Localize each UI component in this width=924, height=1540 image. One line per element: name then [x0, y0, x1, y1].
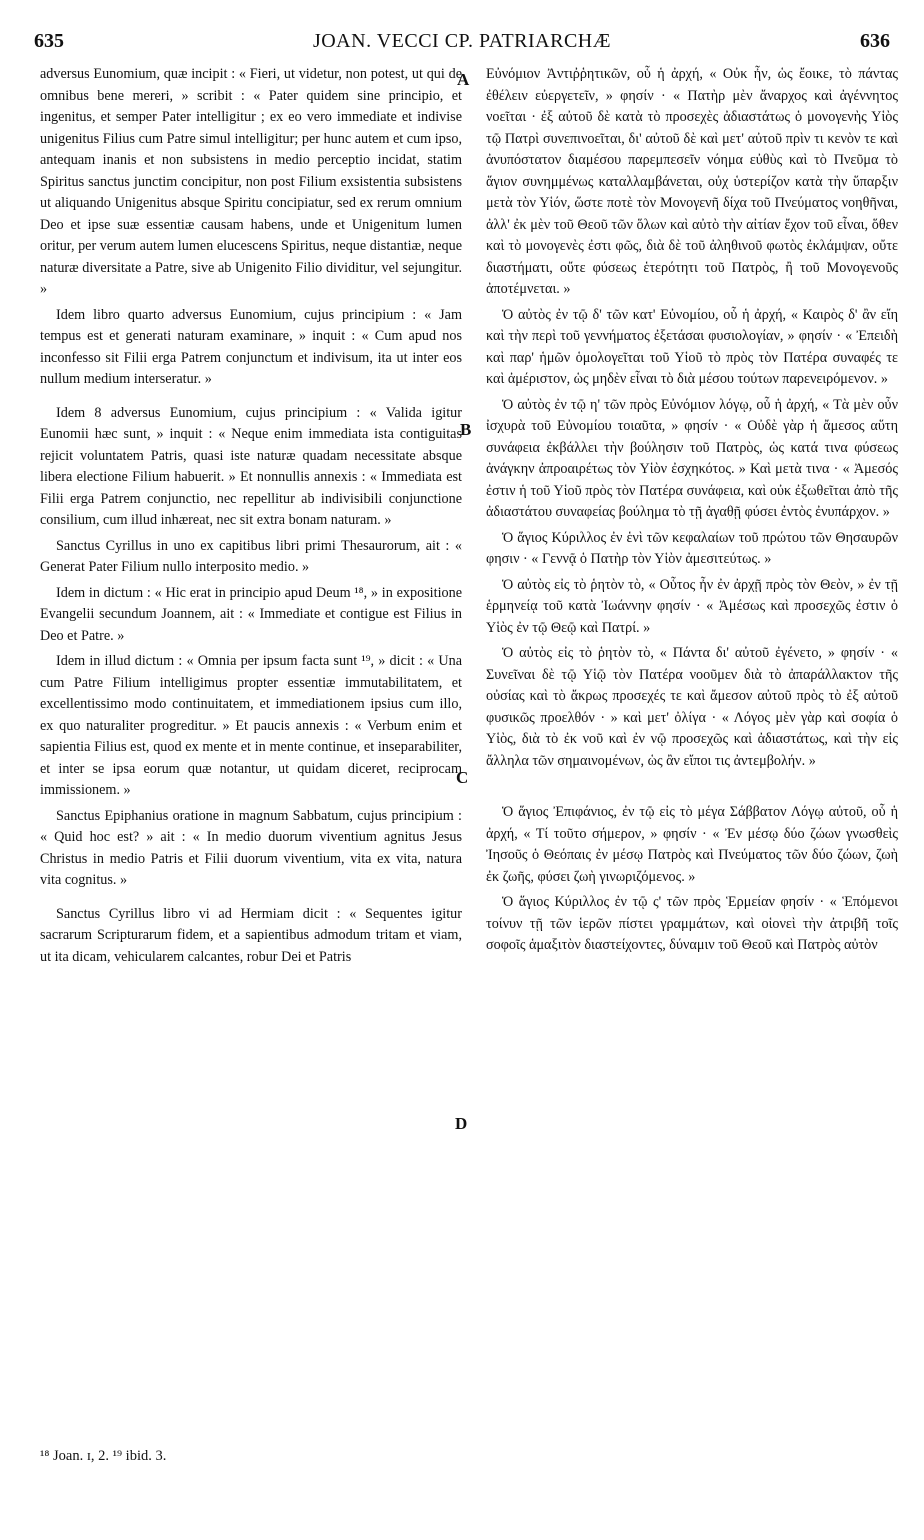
page-header	[34, 30, 890, 58]
latin-paragraph: adversus Eunomium, quæ incipit : « Fieri, ut videtur, non potest, ut qui de omnibus bene mereri, » scribit : « Pater quidem sine principio, et ingenitus, et semper Pater intelligitur ; ex eo vero immediate et indivise unigenitus Filius cum Patre simul intelligitur; per hunc autem et cum ipso, antequam inanis et non subsistens in medio perceptio incidat, statim Spiritus sanctus junctim concipitur, non post Filium exsistentia subsistens ut aliquando Unigenitus absque Spiritu concipiatur, sed ex rerum omnium Deo et ipse suæ essentiæ causam habens, unde et Unigenitum lumen oritur, per verum autem lumen elucescens Spiritus, neque distantiæ, neque naturæ diversitate a Patre, sive ab Unigenito Filio dividitur, vel sejungitur. »	[40, 66, 462, 297]
latin-paragraph: Idem libro quarto adversus Eunomium, cujus principium : « Jam tempus est et generati naturam examinare, » inquit : « Cum apud nos inconfesso sit Filii erga Patrem conjunctum et indivisum, ita ut inter eos nullum medium interseratur. »	[40, 306, 462, 387]
section-marker-d: D	[455, 1114, 468, 1133]
section-marker-a: A	[457, 70, 470, 89]
latin-paragraph: Idem in dictum : « Hic erat in principio apud Deum ¹⁸, » in expositione Evangelii secundum Joannem, ait : « Immediate et contigue est Filius in Deo et Patre. »	[40, 584, 462, 644]
latin-paragraph: Idem in illud dictum : « Omnia per ipsum facta sunt ¹⁹, » dicit : « Una cum Patre Filium intelligimus propter essentiæ immutabilitatem, et excellentissimo modo continuitatem, et immediationem ipsius cum illo, ex quo naturaliter progreditur. » Et paucis annexis : « Verbum enim et sapientia Filius est, quod ex mente et in mente continue, et inseparabiliter, et inter se ipsa eorum quæ notantur, ut quidam diceret, reciprocam immissionem. »	[40, 653, 462, 798]
greek-paragraph: Εὐνόμιον Ἀντιῤῥητικῶν, οὗ ἡ ἀρχή, « Οὐκ ἦν, ὡς ἔοικε, τὸ πάντας ἐθέλειν εὐεργετεῖν, » φησίν · « Πατὴρ μὲν ἄναρχος καὶ ἀγέννητος νοεῖται · ἐξ αὐτοῦ δὲ κατὰ τὸ προσεχὲς ἀδιαστάτως ὁ μονογενὴς Υἱὸς τῷ Πατρὶ συνεπινοεῖται, δι' αὐτοῦ δὲ καὶ μετ' αὐτοῦ πρὶν τι κενὸν τε καὶ ἀνυπόστατον διαμέσου παρεμπεσεῖν νόημα εὐθὺς καὶ τὸ Πνεῦμα τὸ ἅγιον συνημμένως καταλλαμβάνεται, οὐχ ὑστερίζον κατὰ τὴν ὕπαρξιν μετὰ τὸν Υἱόν, ὥστε ποτὲ τὸν Μονογενῆ δίχα τοῦ Πνεύματος νοηθῆναι, ἀλλ' ἐκ μὲν τοῦ Θεοῦ τῶν ὅλων καὶ αὐτὸ τὴν αἰτίαν ἔχον τοῦ εἶναι, ὅθεν καὶ τὸ μονογενὲς ἐστι φῶς, διὰ δὲ τοῦ ἀληθινοῦ φωτὸς ἐκλάμψαν, οὔτε διαστήματι, οὔτε φύσεως ἑτερότητι τοῦ Πατρὸς, ἢ τοῦ Μονογενοῦς ἀποτέμνεται. »	[486, 66, 898, 297]
greek-paragraph: Ὁ ἅγιος Κύριλλος ἐν ἑνὶ τῶν κεφαλαίων τοῦ πρώτου τῶν Θησαυρῶν φησιν · « Γεννᾷ ὁ Πατὴρ τὸν Υἱὸν ἀμεσιτεύτως. »	[486, 529, 898, 567]
latin-paragraph: Idem 8 adversus Eunomium, cujus principium : « Valida igitur Eunomii hæc sunt, » inquit : « Neque enim immediata ista contiguitas rejicit voluntatem Patris, quasi iste naturæ quadam necessitate absque libera electione Filium habuerit. » Et nonnullis annexis : « Immediata est Filii erga Patrem conjunctio, nec repellitur ab indivisibili conjunctione consilium, cum illud inhæreat, nec sit extra bonam naturam. »	[40, 404, 462, 528]
greek-paragraph: Ὁ ἅγιος Ἐπιφάνιος, ἐν τῷ εἰς τὸ μέγα Σάββατον Λόγῳ αὐτοῦ, οὗ ἡ ἀρχή, « Τί τοῦτο σήμερον, » φησίν · « Ἐν μέσῳ δύο ζώων γνωσθεὶς Ἰησοῦς ὁ Θεόπαις ἐν μέσῳ Πατρὸς καὶ Πνεύματος τῶν δύο ζώων, ζωὴ ἐκ ζωῆς, φύσει ζωὴ γινωριζόμενος. »	[486, 804, 898, 885]
greek-paragraph: Ὁ ἅγιος Κύριλλος ἐν τῷ ς' τῶν πρὸς Ἑρμείαν φησίν · « Ἑπόμενοι τοίνυν τῇ τῶν ἱερῶν πίστει γραμμάτων, καὶ οἱονεὶ τὴν ἀτριβῆ τοῖς σοφοῖς ἁμαξιτὸν διαστείχοντες, δύναμιν τοῦ Θεοῦ καὶ Πατρὸς αὐτὸν	[486, 894, 898, 953]
greek-paragraph: Ὁ αὐτὸς εἰς τὸ ῥητὸν τὸ, « Οὗτος ἦν ἐν ἀρχῇ πρὸς τὸν Θεὸν, » ἐν τῇ ἑρμηνείᾳ τοῦ κατὰ Ἰωάννην φησίν · « Ἀμέσως καὶ προσεχῶς ἐστιν ὁ Υἱὸς ἐν τῷ Θεῷ καὶ Πατρί. »	[486, 576, 898, 636]
running-title: JOAN. VECCI CP. PATRIARCHÆ	[312, 30, 612, 52]
greek-paragraph: Ὁ αὐτὸς ἐν τῷ δ' τῶν κατ' Εὐνομίου, οὗ ἡ ἀρχή, « Καιρὸς δ' ἂν εἴη καὶ τὴν περὶ τοῦ γεννήματος ἐξετάσαι φυσιολογίαν, » φησίν · « Ἐπειδὴ καὶ παρ' ἡμῶν ὁμολογεῖται τοῦ Υἱοῦ τὸ πρὸς τὸν Πατέρα συναφές τε καὶ ἀμέριστον, ὡς μηδὲν εἶναι τὸ διὰ μέσου τούτων παρενειρόμενον. »	[486, 306, 898, 387]
latin-paragraph: Sanctus Cyrillus libro vi ad Hermiam dicit : « Sequentes igitur sacrarum Scripturarum fidem, et a sapientibus admodum tritam et viam, ut ita dicam, vehicularem calcantes, robur Dei et Patris	[40, 905, 462, 965]
section-marker-c: C	[456, 768, 469, 787]
greek-paragraph: Ὁ αὐτὸς εἰς τὸ ῥητὸν τὸ, « Πάντα δι' αὐτοῦ ἐγένετο, » φησίν · « Συνεῖναι δὲ τῷ Υἱῷ τὸν Πατέρα νοοῦμεν διὰ τὸ ἀπαράλλακτον τῆς οὐσίας καὶ τὸ ἄκρως προσεχές τε καὶ ἄμεσον αὐτοῦ πρὸς τὸ ἐξ αὐτοῦ φυσικῶς προελθόν · » καὶ μετ' ὀλίγα · « Λόγος μὲν γὰρ καὶ σοφία ὁ Υἱὸς, διὰ τὸ ἐκ νοῦ καὶ ἐν νῷ προσεχῶς καὶ ἀδιαστάτως, καὶ τὴν εἰς ἄλληλα τῶν σημαινομένων, ὡς ἂν εἴποι τις ἀντεμβολήν. »	[486, 645, 898, 769]
greek-column	[486, 64, 898, 961]
page-number-right: 636	[860, 30, 890, 52]
latin-paragraph: Sanctus Epiphanius oratione in magnum Sabbatum, cujus principium : « Quid hoc est? » ait : « In medio duorum viventium agnitus Jesus Christus in medio Patris et Filii duorum viventium, vita ex vita, natura vita cognitus. »	[40, 807, 462, 888]
latin-paragraph: Sanctus Cyrillus in uno ex capitibus libri primi Thesaurorum, ait : « Generat Pater Filium nullo interposito medio. »	[40, 537, 462, 575]
footnote: ¹⁸ Joan. ɪ, 2. ¹⁹ ibid. 3.	[40, 1448, 167, 1464]
section-marker-b: B	[460, 420, 472, 439]
page-number-left: 635	[34, 30, 64, 52]
greek-paragraph: Ὁ αὐτὸς ἐν τῷ η' τῶν πρὸς Εὐνόμιον λόγῳ, οὗ ἡ ἀρχή, « Τὰ μὲν οὖν ἰσχυρὰ τοῦ Εὐνομίου τοιαῦτα, » φησίν · « Οὐδὲ γὰρ ἡ ἄμεσος αὕτη συνάφεια ἐκβάλλει τὴν βούλησιν τοῦ Πατρὸς, ὡς κατά τινα φύσεως ἀνάγκην ἀπροαιρέτως τὸν Υἱὸν ἐσχηκότος. » Καὶ μετὰ τινα · « Ἀμεσός ἐστιν ἡ τοῦ Υἱοῦ πρὸς τὸν Πατέρα συνάφεια, καὶ οὐκ ἐξωθεῖται ἀπὸ τῆς ἀδιαστάτου συναφείας βούλημα τὸ τῇ ἀγαθῇ φύσει ἐντὸς ἐνυπάρχον. »	[486, 396, 898, 520]
latin-column	[40, 64, 462, 972]
